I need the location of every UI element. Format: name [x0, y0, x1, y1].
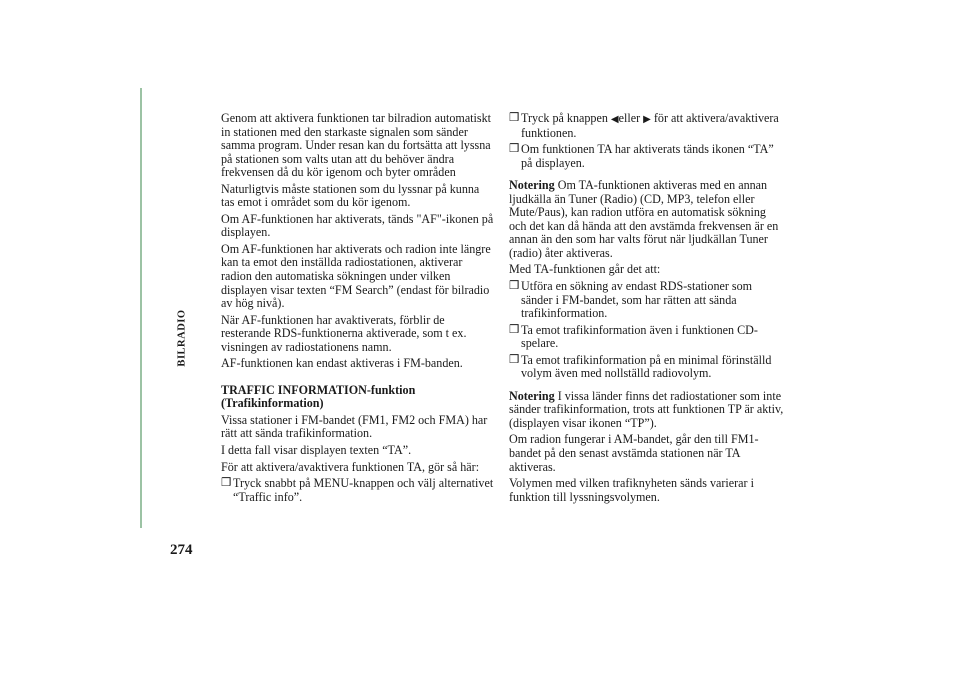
list-item [509, 143, 785, 170]
section-heading-traffic-info: TRAFFIC INFORMATION-funktion (Trafikinformation) [221, 382, 416, 411]
arrow-left-icon: ◀ [610, 114, 619, 125]
paragraph-af-search: Om AF-funktionen har aktiverats och radion inte längre kan ta emot den inställda radiostationen, aktiverar radion den automatiska sökningen under vilken displayen visar texten “FM Search” (endast för bilradio av hög nivå). [221, 241, 491, 311]
list-item-text: Tryck på knappen [521, 111, 608, 125]
checkbox-bullet-icon: ❒ [221, 477, 232, 490]
list-item [509, 280, 785, 321]
list-item-text: Om funktionen TA har aktiverats tänds ikonen “TA” på displayen. [521, 142, 774, 170]
list-item-text: Utföra en sökning av endast RDS-stationer som sänder i FM-bandet, som har rätten att sända trafikinformation. [521, 279, 753, 321]
list-item [221, 477, 495, 504]
note-text: I vissa länder finns det radiostationer som inte sänder trafikinformation, trots att funktionen TP är aktiv, (displayen visar ikonen “TP”). [509, 388, 784, 430]
paragraph-af-fm-only: AF-funktionen kan endast aktiveras i FM-banden. [221, 356, 463, 371]
page-number: 274 [170, 542, 193, 558]
note-label: Notering [509, 178, 555, 193]
checkbox-bullet-icon: ❒ [509, 280, 520, 293]
paragraph-ta-howto: För att aktivera/avaktivera funktionen TA, gör så här: [221, 459, 480, 474]
paragraph-ta-abilities: Med TA-funktionen går det att: [509, 262, 661, 277]
paragraph-volume: Volymen med vilken trafiknyheten sänds varierar i funktion till lyssningsvolymen. [509, 476, 754, 504]
arrow-right-icon: ▶ [643, 114, 651, 125]
list-item [509, 324, 785, 351]
paragraph-ta-display: I detta fall visar displayen texten “TA”. [221, 443, 412, 458]
checkbox-bullet-icon: ❒ [509, 323, 520, 336]
paragraph-af-deactivated: När AF-funktionen har avaktiverats, förblir de resterande RDS-funktionerna aktiverade, som t ex. visningen av radiostationens namn. [221, 312, 467, 354]
list-item-text: eller [618, 111, 641, 125]
checkbox-bullet-icon: ❒ [509, 353, 520, 366]
paragraph-am-band: Om radion fungerar i AM-bandet, går den till FM1-bandet på den senast avstämda stationen när TA aktiveras. [509, 432, 759, 474]
list-item-text: Ta emot trafikinformation även i funktionen CD-spelare. [521, 322, 758, 351]
paragraph-af-intro: Genom att aktivera funktionen tar bilradion automatiskt in stationen med den starkaste signalen som sänder samma program. Under resan kan du fortsätta att lyssna på stationen som valts utan att du behöver ändra frekvensen då du kör igenom och byter områden [221, 111, 492, 180]
checkbox-bullet-icon: ❒ [509, 112, 520, 124]
note-label: Notering [509, 388, 555, 403]
left-column [221, 112, 495, 507]
list-item-text: Ta emot trafikinformation på en minimal förinställd volym även med nollställd radiovolym. [521, 352, 772, 381]
section-label: BILRADIO [176, 309, 188, 367]
note-paragraph [509, 179, 785, 260]
note-text: Om TA-funktionen aktiveras med en annan ljudkälla än Tuner (Radio) (CD, MP3, telefon eller Mute/Paus), kan radion utföra en automatisk sökning och det kan då hända att den avstämda frekvensen är en annan än den som har valts förut när ljudkällan Tuner (radio) åter aktiveras. [509, 178, 779, 260]
checkbox-bullet-icon: ❒ [509, 143, 520, 156]
list-item [509, 112, 785, 140]
note-paragraph [509, 390, 785, 431]
list-item-text: för att aktivera/avaktivera funktionen. [521, 111, 779, 140]
right-column [509, 112, 785, 507]
sidebar-divider-line [140, 88, 142, 528]
paragraph-af-icon: Om AF-funktionen har aktiverats, tänds "AF"-ikonen på displayen. [221, 211, 494, 240]
list-item-text: Tryck snabbt på MENU-knappen och välj alternativet “Traffic info”. [233, 476, 494, 504]
paragraph-af-reception: Naturligtvis måste stationen som du lyssnar på kunna tas emot i området som du kör igenom. [221, 181, 480, 210]
paragraph-fm-stations: Vissa stationer i FM-bandet (FM1, FM2 och FMA) har rätt att sända trafikinformation. [221, 412, 488, 441]
list-item [509, 354, 785, 381]
